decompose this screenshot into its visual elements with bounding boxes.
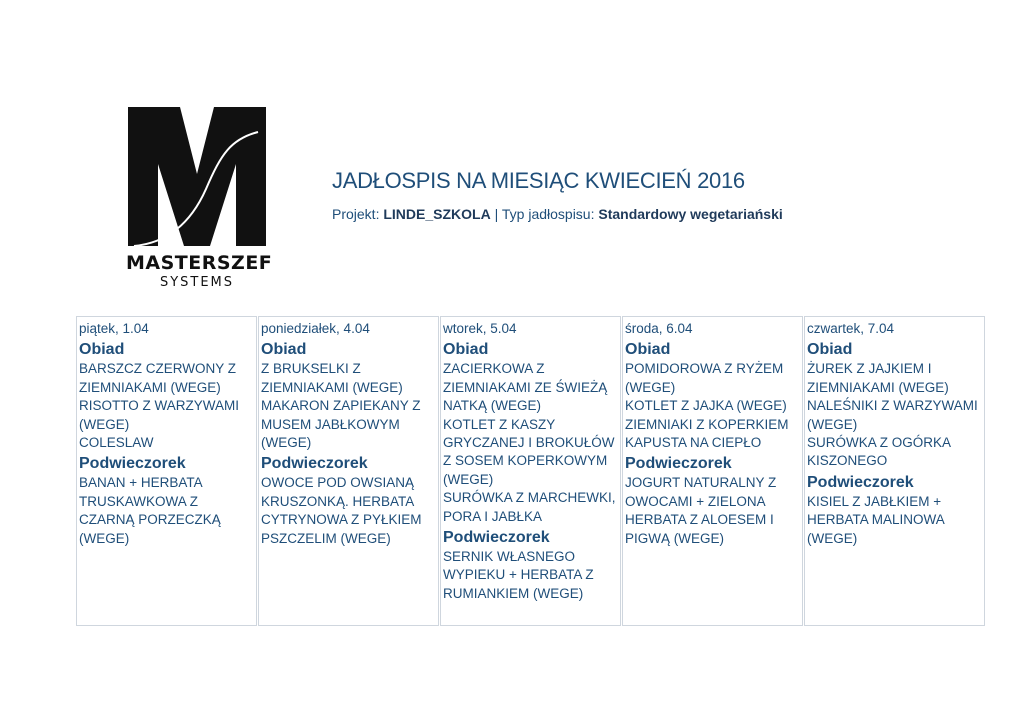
meal-heading: Obiad (79, 341, 125, 359)
meal-heading: Podwieczorek (807, 473, 914, 491)
dish-item: ŻUREK Z JAJKIEM I ZIEMNIAKAMI (WEGE) (807, 361, 949, 395)
page-title: JADŁOSPIS NA MIESIĄC KWIECIEŃ 2016 (332, 168, 745, 193)
logo-subtitle: SYSTEMS (159, 275, 235, 290)
dish-item: ZACIERKOWA Z ZIEMNIAKAMI ZE ŚWIEŻĄ NATKĄ (WEGE) (443, 361, 608, 414)
meal-heading: Obiad (261, 341, 307, 359)
page-subtitle (332, 206, 783, 222)
dish-item: BANAN + HERBATA TRUSKAWKOWA Z CZARNĄ PORZECZKĄ (WEGE) (79, 475, 221, 546)
day-date: wtorek, 5.04 (443, 321, 517, 336)
project-label: Projekt: (332, 206, 380, 222)
logo-wordmark: MASTERSZEF (126, 252, 273, 274)
dish-item: KISIEL Z JABŁKIEM + HERBATA MALINOWA (WEGE) (807, 493, 945, 546)
meal-heading: Obiad (807, 341, 853, 359)
dish-item: JOGURT NATURALNY Z OWOCAMI + ZIELONA HERBATA Z ALOESEM I PIGWĄ (WEGE) (625, 475, 777, 546)
dish-item: POMIDOROWA Z RYŻEM (WEGE) (625, 361, 784, 395)
day-column (804, 316, 985, 626)
day-column (622, 316, 803, 626)
day-date: środa, 6.04 (625, 321, 693, 336)
dish-item: OWOCE POD OWSIANĄ KRUSZONKĄ. HERBATA CYTRYNOWA Z PYŁKIEM PSZCZELIM (WEGE) (261, 475, 422, 546)
dish-item: COLESLAW (79, 435, 154, 451)
dish-item: BARSZCZ CZERWONY Z ZIEMNIAKAMI (WEGE) (79, 361, 237, 395)
day-column (440, 316, 621, 626)
menu-grid (76, 316, 986, 628)
meal-heading: Podwieczorek (625, 455, 732, 473)
meal-heading: Podwieczorek (79, 455, 186, 473)
meal-heading: Podwieczorek (443, 529, 550, 547)
separator: | (494, 206, 499, 222)
day-column (76, 316, 257, 626)
dish-item: MAKARON ZAPIEKANY Z MUSEM JABŁKOWYM (WEGE) (261, 398, 421, 451)
meal-heading: Podwieczorek (261, 455, 368, 473)
logo-m-icon (126, 104, 268, 250)
dish-item: KOTLET Z JAJKA (WEGE) (625, 398, 787, 414)
dish-item: KOTLET Z KASZY GRYCZANEJ I BROKUŁÓW Z SOSEM KOPERKOWYM (WEGE) (443, 416, 615, 487)
day-date: poniedziałek, 4.04 (261, 321, 370, 336)
day-column (258, 316, 439, 626)
dish-item: SURÓWKA Z OGÓRKA KISZONEGO (807, 435, 951, 469)
masterszef-logo (126, 104, 273, 294)
dish-item: RISOTTO Z WARZYWAMI (WEGE) (79, 398, 239, 432)
dish-item: NALEŚNIKI Z WARZYWAMI (WEGE) (807, 398, 978, 432)
meal-heading: Obiad (443, 341, 489, 359)
dish-item: ZIEMNIAKI Z KOPERKIEM (625, 416, 789, 432)
project-value: LINDE_SZKOLA (383, 206, 491, 222)
dish-item: SERNIK WŁASNEGO WYPIEKU + HERBATA Z RUMIANKIEM (WEGE) (443, 549, 594, 601)
meal-heading: Obiad (625, 341, 671, 359)
day-date: piątek, 1.04 (79, 321, 149, 336)
dish-item: SURÓWKA Z MARCHEWKI, PORA I JABŁKA (443, 490, 616, 524)
day-date: czwartek, 7.04 (807, 321, 895, 336)
dish-item: Z BRUKSELKI Z ZIEMNIAKAMI (WEGE) (261, 361, 403, 395)
type-label: Typ jadłospisu: (501, 206, 595, 222)
type-value: Standardowy wegetariański (598, 206, 783, 222)
dish-item: KAPUSTA NA CIEPŁO (625, 435, 762, 451)
